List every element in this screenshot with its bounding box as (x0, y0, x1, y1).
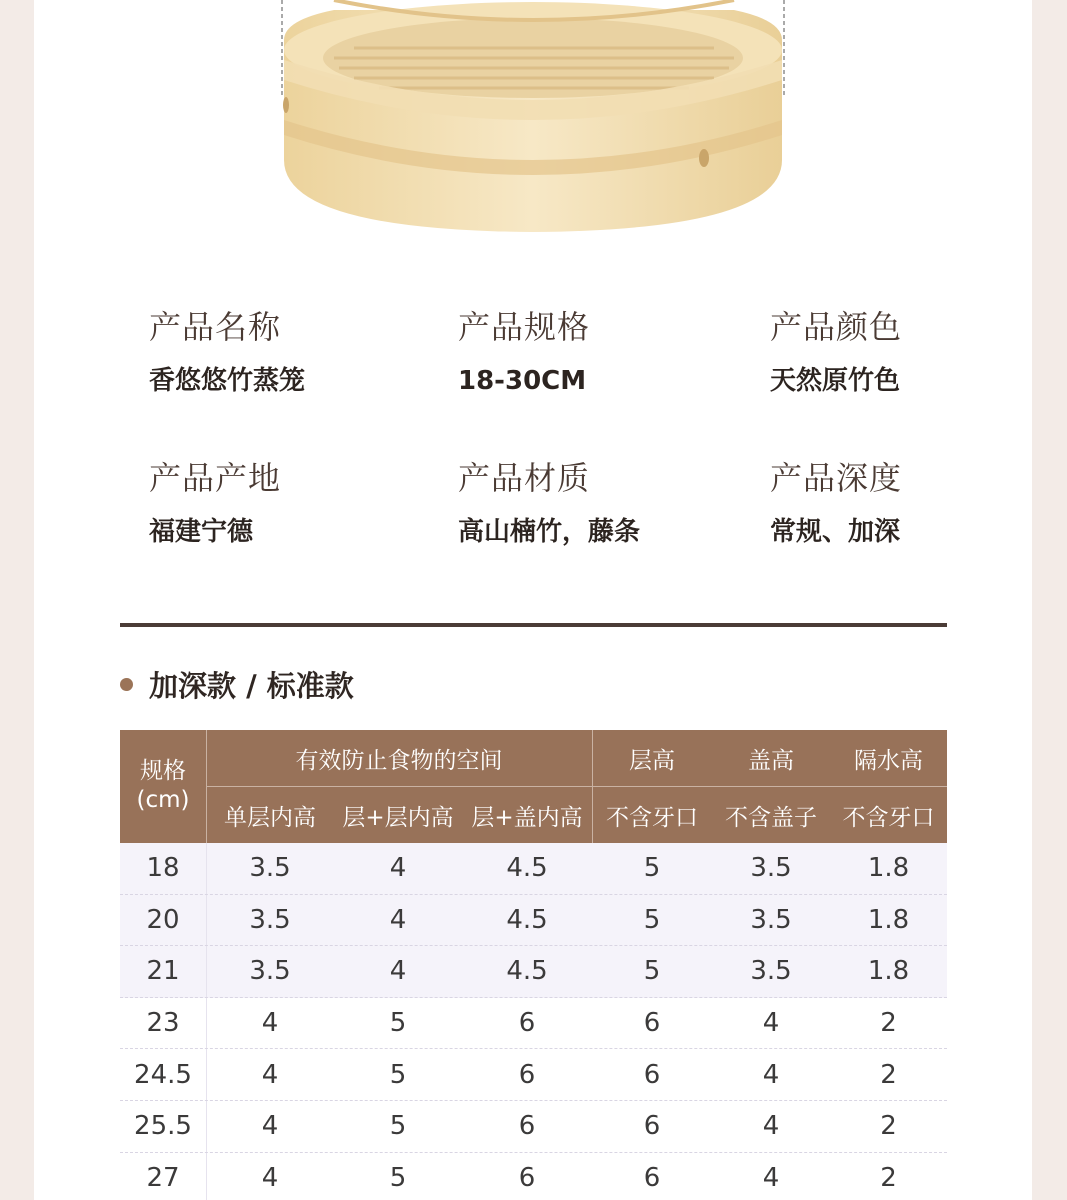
table-row (120, 1153, 947, 1200)
cell-layer-layer: 5 (389, 1059, 407, 1090)
table-row (120, 895, 947, 947)
spec-label: 产品名称 (149, 308, 282, 346)
spec-value: 天然原竹色 (770, 366, 901, 396)
spec-value: 福建宁德 (149, 517, 254, 547)
header-lid-height: 盖高 (748, 747, 794, 774)
cell-separator-height: 1.8 (867, 956, 910, 987)
table-body (120, 843, 947, 1200)
cell-size: 18 (146, 853, 180, 884)
header-single-layer: 单层内高 (224, 804, 316, 831)
header-spec-unit: (cm) (136, 787, 190, 813)
header-separator-height: 隔水高 (854, 747, 923, 774)
header-layer-note: 不含牙口 (606, 804, 698, 831)
cell-layer-height: 5 (643, 904, 661, 935)
table-row (120, 1101, 947, 1153)
spec-name (149, 305, 449, 399)
cell-layer-lid: 6 (518, 1162, 536, 1193)
cell-lid-height: 4 (762, 1008, 780, 1039)
spec-label: 产品材质 (458, 459, 591, 497)
cell-lid-height: 4 (762, 1059, 780, 1090)
cell-lid-height: 3.5 (750, 956, 792, 987)
cell-size: 25.5 (134, 1111, 192, 1142)
cell-layer-lid: 6 (518, 1111, 536, 1142)
cell-lid-height: 3.5 (750, 904, 792, 935)
cell-layer-layer: 5 (389, 1162, 407, 1193)
cell-single: 3.5 (249, 904, 291, 935)
table-row (120, 843, 947, 895)
cell-layer-lid: 4.5 (506, 853, 548, 884)
table-row (120, 998, 947, 1050)
spec-value: 高山楠竹，藤条 (458, 517, 641, 547)
cell-layer-lid: 4.5 (506, 904, 548, 935)
cell-layer-height: 5 (643, 956, 661, 987)
header-lid-note: 不含盖子 (725, 804, 817, 831)
cell-single: 4 (261, 1059, 279, 1090)
cell-lid-height: 4 (762, 1162, 780, 1193)
cell-separator-height: 1.8 (867, 904, 910, 935)
cell-layer-height: 6 (643, 1008, 661, 1039)
cell-layer-layer: 5 (389, 1008, 407, 1039)
cell-layer-height: 6 (643, 1162, 661, 1193)
cell-layer-height: 6 (643, 1059, 661, 1090)
spec-color (770, 305, 1067, 399)
cell-single: 3.5 (249, 853, 291, 884)
cell-single: 4 (261, 1111, 279, 1142)
spec-label: 产品产地 (149, 459, 282, 497)
cell-separator-height: 1.8 (867, 853, 910, 884)
spec-label: 产品颜色 (770, 308, 903, 346)
cell-layer-layer: 4 (389, 904, 407, 935)
spec-value: 18-30CM (458, 366, 587, 396)
size-table (120, 730, 947, 1200)
cell-layer-height: 6 (643, 1111, 661, 1142)
header-space-group: 有效防止食物的空间 (295, 747, 503, 774)
cell-single: 4 (261, 1008, 279, 1039)
table-row (120, 1049, 947, 1101)
cell-separator-height: 2 (880, 1111, 897, 1142)
cell-size: 24.5 (134, 1059, 192, 1090)
table-header (120, 730, 947, 843)
cell-lid-height: 3.5 (750, 853, 792, 884)
cell-size: 20 (146, 904, 180, 935)
product-detail-page (34, 0, 1032, 1200)
cell-single: 3.5 (249, 956, 291, 987)
cell-layer-layer: 4 (389, 853, 407, 884)
header-layer-height: 层高 (629, 747, 675, 774)
cell-layer-layer: 4 (389, 956, 407, 987)
spec-value: 香悠悠竹蒸笼 (149, 366, 306, 396)
header-layer-layer: 层+层内高 (342, 804, 454, 831)
table-row (120, 946, 947, 998)
cell-layer-layer: 5 (389, 1111, 407, 1142)
spec-material (458, 456, 758, 550)
header-separator-note: 不含牙口 (842, 804, 935, 831)
bullet-icon (120, 678, 133, 691)
spec-label: 产品规格 (458, 308, 591, 346)
section-divider (120, 623, 947, 627)
cell-layer-lid: 6 (518, 1008, 536, 1039)
bamboo-steamer-image (34, 0, 1032, 250)
spec-size (458, 305, 758, 399)
spec-label: 产品深度 (770, 459, 903, 497)
cell-separator-height: 2 (880, 1059, 897, 1090)
cell-single: 4 (261, 1162, 279, 1193)
cell-lid-height: 4 (762, 1111, 780, 1142)
cell-layer-lid: 6 (518, 1059, 536, 1090)
cell-separator-height: 2 (880, 1008, 897, 1039)
header-spec-label: 规格 (140, 757, 186, 784)
section-heading (120, 662, 354, 706)
cell-separator-height: 2 (880, 1162, 897, 1193)
spec-value: 常规、加深 (770, 517, 901, 547)
cell-size: 23 (146, 1008, 180, 1039)
spec-depth (770, 456, 1067, 550)
section-title-text: 加深款 / 标准款 (149, 668, 354, 703)
cell-layer-lid: 4.5 (506, 956, 548, 987)
header-layer-lid: 层+盖内高 (471, 804, 583, 831)
spec-origin (149, 456, 449, 550)
cell-size: 27 (146, 1162, 180, 1193)
cell-size: 21 (146, 956, 180, 987)
cell-layer-height: 5 (643, 853, 661, 884)
